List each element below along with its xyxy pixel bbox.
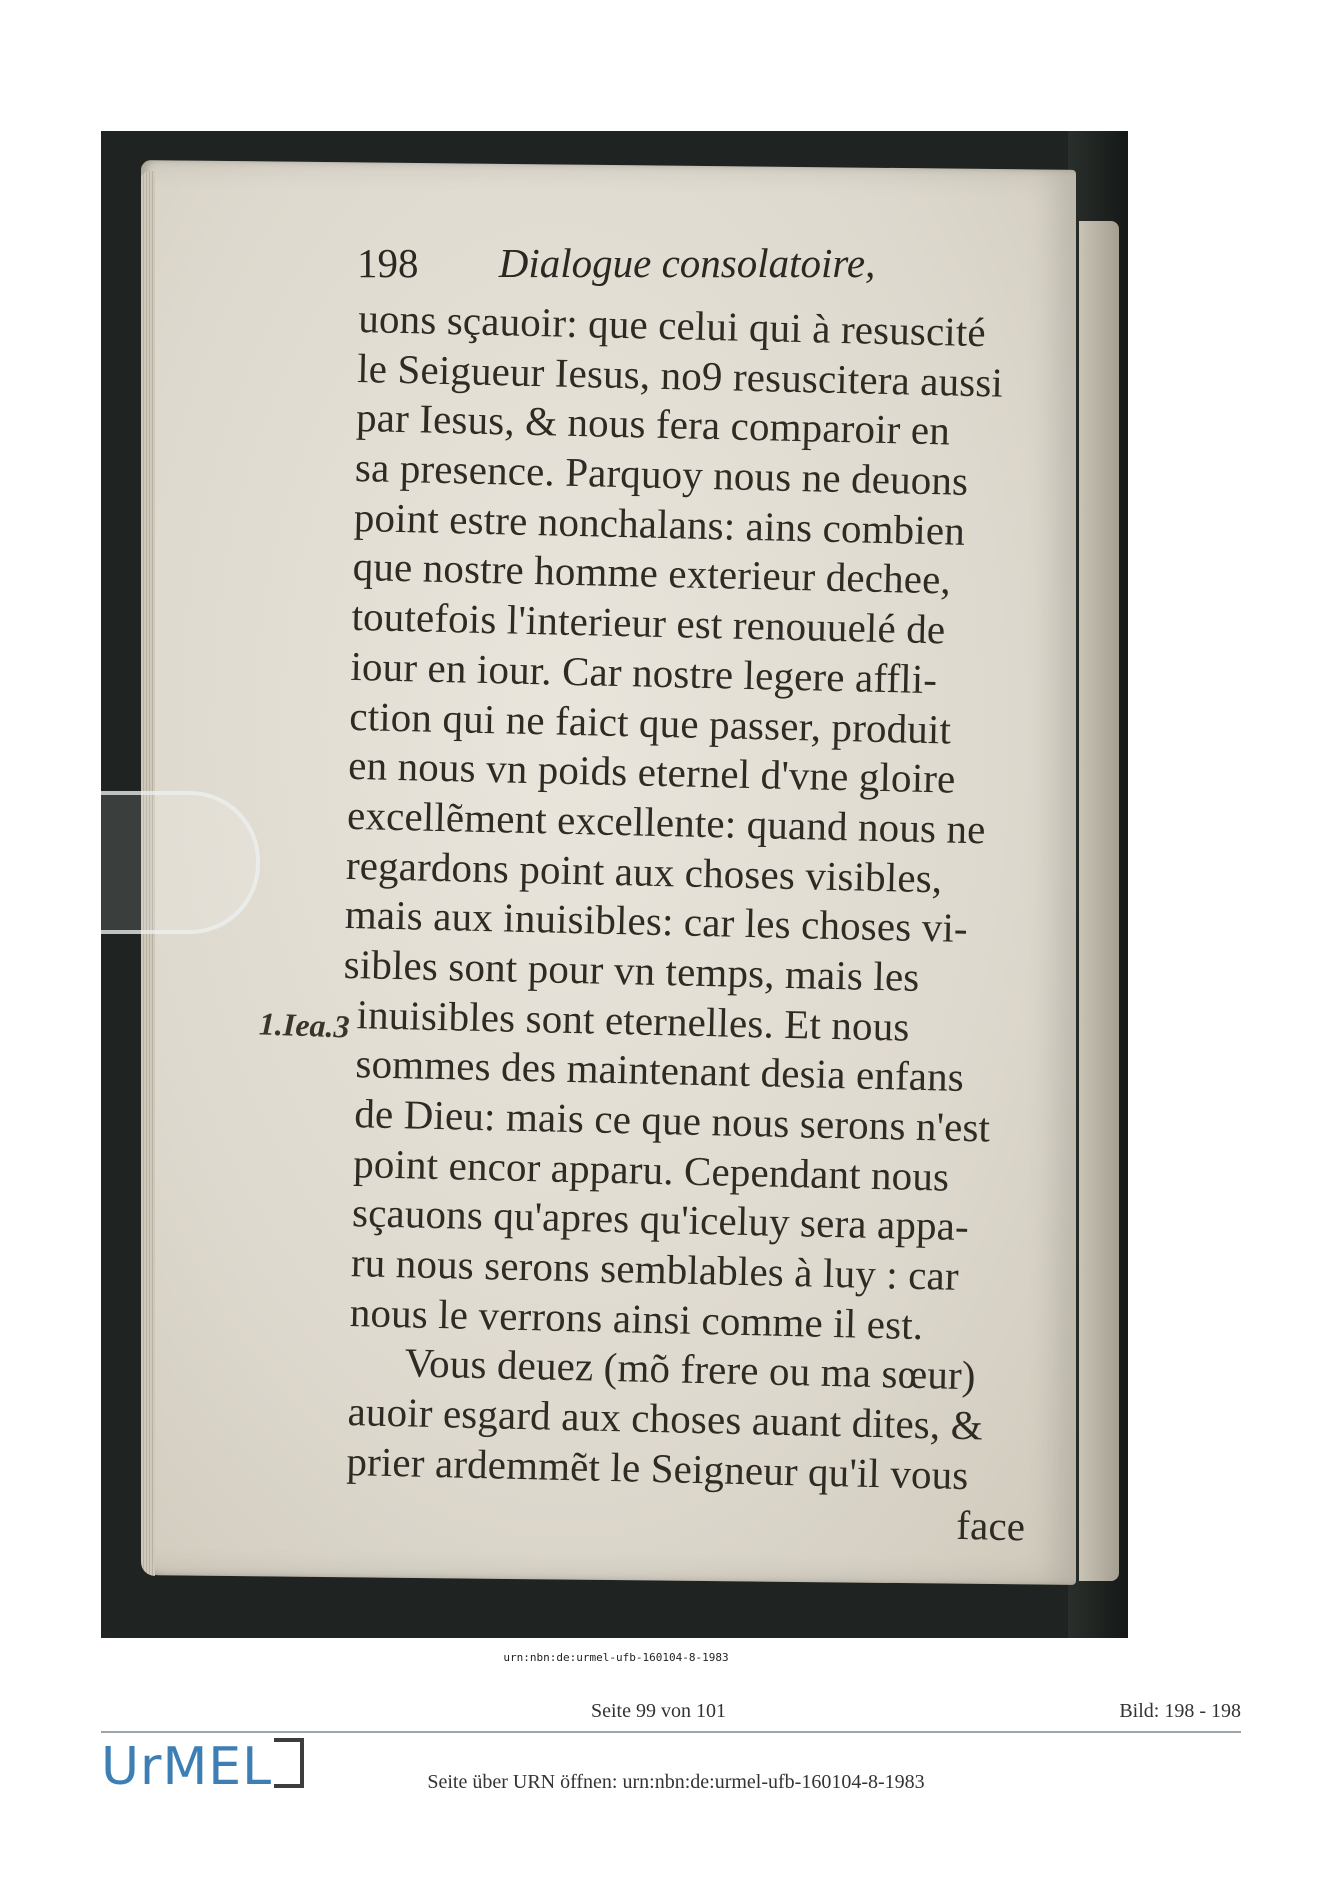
- text-line: sommes des maintenant desia enfans: [355, 1040, 965, 1101]
- image-range: Bild: 198 - 198: [1119, 1700, 1241, 1722]
- text-line: nous le verrons ainsi comme il est.: [349, 1288, 924, 1348]
- text-line: auoir esgard aux choses auant dites, &: [347, 1388, 984, 1449]
- text-line: ction qui ne faict que passer, produit: [348, 692, 952, 753]
- urn-caption: [0, 1651, 1332, 1664]
- scanned-page-image: [101, 131, 1128, 1638]
- logo-text: UrMEL: [101, 1737, 273, 1797]
- text-line: en nous vn poids eternel d'vne gloire: [347, 742, 956, 802]
- text-line: inuisibles sont eternelles. Et nous: [356, 990, 911, 1050]
- catchword: face: [955, 1501, 1026, 1549]
- text-line: iour en iour. Car nostre legere affli-: [350, 642, 938, 703]
- text-line: toutefois l'interieur est renouuelé de: [351, 593, 946, 653]
- text-line: prier ardemmẽt le Seigneur qu'il vous: [346, 1437, 969, 1498]
- text-line: mais aux inuisibles: car les choses vi-: [344, 891, 969, 952]
- urn-link[interactable]: Seite über URN öffnen: urn:nbn:de:urmel-ufb-160104-8-1983: [427, 1771, 925, 1793]
- text-line: le Seigueur Iesus, no9 resuscitera aussi: [356, 344, 1004, 406]
- text-line: excellẽment excellente: quand nous ne: [346, 791, 987, 853]
- text-line: point encor apparu. Cependant nous: [352, 1139, 950, 1200]
- text-line: sa presence. Parquoy nous ne deuons: [354, 444, 969, 504]
- body-text: [331, 294, 1059, 1552]
- text-line: regardons point aux choses visibles,: [345, 841, 943, 901]
- running-title: Dialogue consolatoire,: [498, 240, 876, 286]
- urn-link-row: [0, 1771, 1332, 1794]
- text-line: point estre nonchalans: ains combien: [353, 493, 966, 554]
- book-page-number: 198: [357, 240, 419, 286]
- running-head: [357, 239, 875, 287]
- text-line: Vous deuez (mõ frere ou ma sœur): [404, 1339, 977, 1399]
- footer-divider: [101, 1731, 1241, 1733]
- page-counter: Seite 99 von 101: [591, 1700, 726, 1722]
- text-line: par Iesus, & nous fera comparoir en: [355, 394, 951, 454]
- facing-page-edge: [1079, 221, 1119, 1581]
- text-line: ru nous serons semblables à luy : car: [350, 1239, 960, 1299]
- text-line: sibles sont pour vn temps, mais les: [343, 940, 920, 1000]
- text-line: sçauons qu'apres qu'iceluy sera appa-: [351, 1189, 970, 1250]
- text-line: que nostre homme exterieur dechee,: [352, 543, 952, 603]
- glass-page-clip: [101, 791, 260, 934]
- urn-caption-text: urn:nbn:de:urmel-ufb-160104-8-1983: [503, 1651, 729, 1664]
- text-line: de Dieu: mais ce que nous serons n'est: [353, 1090, 991, 1151]
- footer-info-row: [101, 1700, 1241, 1726]
- text-line: uons sçauoir: que celui qui à resuscité: [357, 294, 987, 356]
- margin-note: 1.Iea.3: [258, 1005, 351, 1045]
